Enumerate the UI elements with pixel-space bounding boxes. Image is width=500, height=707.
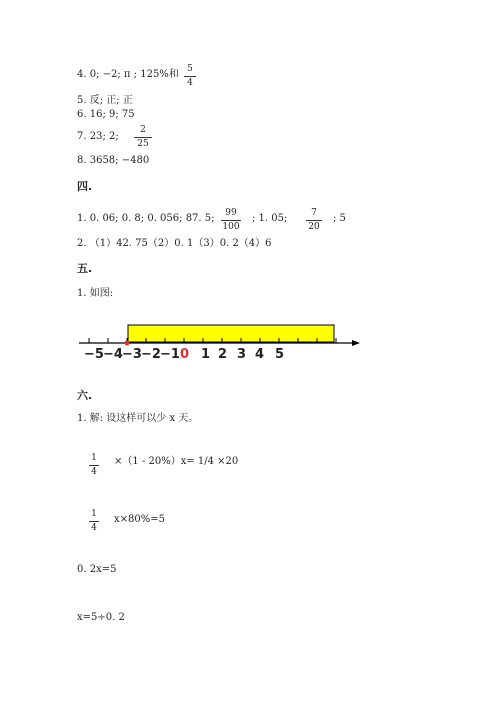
tick-label: −4: [103, 347, 123, 362]
axis-arrow: [352, 340, 360, 346]
numerator: 1: [91, 453, 97, 463]
tick-label: −2: [141, 347, 161, 362]
point-marker: [125, 341, 130, 346]
section-4-title: 四.: [77, 180, 93, 193]
tick-label: 3: [237, 347, 247, 362]
section-5-q1: 1. 如图:: [77, 288, 114, 299]
answer-line-4: 4. 0; −2; π ; 125%和: [77, 69, 179, 80]
equation-3: 0. 2x=5: [77, 564, 117, 575]
section-6-title: 六.: [77, 389, 93, 402]
fraction-1-4-b: [89, 509, 99, 534]
numerator: 99: [225, 208, 237, 218]
numerator: 7: [311, 208, 317, 218]
section-4-q1-text: 1. 0. 06; 0. 8; 0. 056; 87. 5;: [77, 213, 215, 224]
section-4-q2: 2. （1）42. 75（2）0. 1（3）0. 2（4）6: [77, 238, 272, 249]
equation-1: ×（1 - 20%）x= 1/4 ×20: [114, 456, 239, 467]
tick-label: −1: [160, 347, 180, 362]
denominator: 20: [308, 222, 320, 232]
answer-line-7: 7. 23; 2;: [77, 131, 119, 142]
tick-label: 0: [180, 347, 190, 362]
section-4-q1-end: ; 5: [333, 213, 346, 224]
denominator: 25: [137, 139, 149, 149]
tick-label: 5: [275, 347, 285, 362]
highlight-region: [128, 325, 334, 342]
denominator: 4: [91, 523, 97, 533]
fraction-1-4-a: [89, 453, 99, 478]
answer-line-8: 8. 3658; −480: [77, 155, 150, 166]
tick-label: −3: [122, 347, 142, 362]
tick-label: 2: [218, 347, 228, 362]
section-5-title: 五.: [77, 262, 93, 275]
denominator: 4: [187, 78, 193, 88]
denominator: 100: [222, 222, 240, 232]
section-6-q1: 1. 解: 设这样可以少 x 天。: [77, 413, 199, 424]
tick-label: −5: [84, 347, 104, 362]
answer-line-6: 6. 16; 9; 75: [77, 109, 135, 120]
answer-line-5: 5. 反; 正; 正: [77, 95, 133, 106]
section-4-q1-mid: ; 1. 05;: [252, 213, 288, 224]
denominator: 4: [91, 467, 97, 477]
numerator: 1: [91, 509, 97, 519]
numerator: 2: [140, 125, 146, 135]
equation-4: x=5÷0. 2: [77, 612, 125, 623]
tick-label: 4: [255, 347, 265, 362]
equation-2: x×80%=5: [114, 514, 165, 525]
tick-label: 1: [201, 347, 211, 362]
numerator: 5: [187, 64, 193, 74]
